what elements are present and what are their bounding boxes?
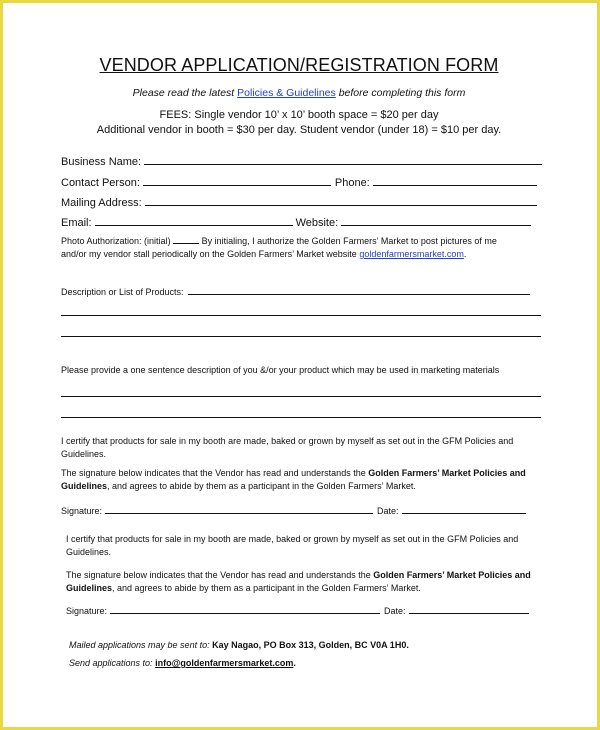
certify-text-1: I certify that products for sale in my booth are made, baked or grown by myself as set out in the GFM Policies and Guidelines. (61, 436, 514, 459)
send-info: Send applications to: info@goldenfarmersmarket.com. (69, 658, 296, 668)
policies-link[interactable]: Policies & Guidelines (237, 87, 336, 99)
signature-row-2 (66, 604, 529, 616)
mailing-address-label: Mailing Address: (61, 197, 142, 209)
products-row (61, 285, 530, 298)
mailing-address-field[interactable] (145, 194, 537, 206)
products-label: Description or List of Products: (61, 287, 184, 297)
fees-line-1: FEES: Single vendor 10’ x 10’ booth space = $20 per day (159, 109, 439, 121)
website-field[interactable] (341, 214, 531, 226)
products-field-2[interactable] (61, 315, 541, 316)
email-field[interactable] (95, 214, 293, 226)
business-name-label: Business Name: (61, 156, 142, 168)
signature-label-1: Signature: (61, 506, 103, 516)
phone-field[interactable] (373, 174, 537, 186)
contact-person-label: Contact Person: (61, 177, 140, 189)
form-title: VENDOR APPLICATION/REGISTRATION FORM (99, 55, 499, 75)
photo-authorization: Photo Authorization: (initial) By initialing, I authorize the Golden Farmers’ Market to post pictures of me and/or my vendor stall periodically on the Golden Farmers’ Market website goldenfarmersmarket.com. (61, 236, 497, 259)
signature-statement-2: The signature below indicates that the Vendor has read and understands the Golden Farmers’ Market Policies and Guidelines, and agrees to abide by them as a participant in the Golden Farmers’ Market. (66, 570, 531, 593)
business-name-row (61, 153, 542, 168)
email-label: Email: (61, 217, 92, 229)
fees-line-2: Additional vendor in booth = $30 per day. Student vendor (under 18) = $10 per day. (96, 124, 502, 136)
phone-label: Phone: (334, 177, 370, 189)
marketing-field-2[interactable] (61, 417, 541, 418)
contact-row (61, 174, 537, 189)
products-field-1[interactable] (188, 285, 530, 295)
contact-person-field[interactable] (143, 174, 331, 186)
photo-initial-field[interactable] (173, 234, 199, 244)
signature-field-1[interactable] (105, 504, 373, 514)
date-label-1: Date: (377, 506, 399, 516)
email-row (61, 214, 531, 229)
intro-line: Please read the latest Policies & Guidelines before completing this form (132, 87, 466, 99)
date-field-2[interactable] (409, 604, 529, 614)
signature-statement-1: The signature below indicates that the Vendor has read and understands the Golden Farmers’ Market Policies and Guidelines, and agrees to abide by them as a participant in the Golden Farmers’ Market. (61, 468, 526, 491)
website-link[interactable]: goldenfarmersmarket.com (359, 249, 464, 259)
form-page (3, 3, 595, 725)
mail-info: Mailed applications may be sent to: Kay Nagao, PO Box 313, Golden, BC V0A 1H0. (69, 640, 409, 650)
marketing-field-1[interactable] (61, 396, 541, 397)
date-field-1[interactable] (402, 504, 526, 514)
signature-label-2: Signature: (66, 606, 108, 616)
website-label: Website: (295, 217, 339, 229)
signature-row-1 (61, 504, 526, 516)
mailing-address-row (61, 194, 537, 209)
certify-text-2: I certify that products for sale in my booth are made, baked or grown by myself as set out in the GFM Policies and Guidelines. (66, 534, 519, 557)
date-label-2: Date: (384, 606, 406, 616)
marketing-label: Please provide a one sentence description of you &/or your product which may be used in marketing materials (61, 365, 500, 375)
business-name-field[interactable] (144, 153, 542, 165)
email-address-link[interactable]: info@goldenfarmersmarket.com (155, 658, 294, 668)
products-field-3[interactable] (61, 336, 541, 337)
signature-field-2[interactable] (110, 604, 380, 614)
